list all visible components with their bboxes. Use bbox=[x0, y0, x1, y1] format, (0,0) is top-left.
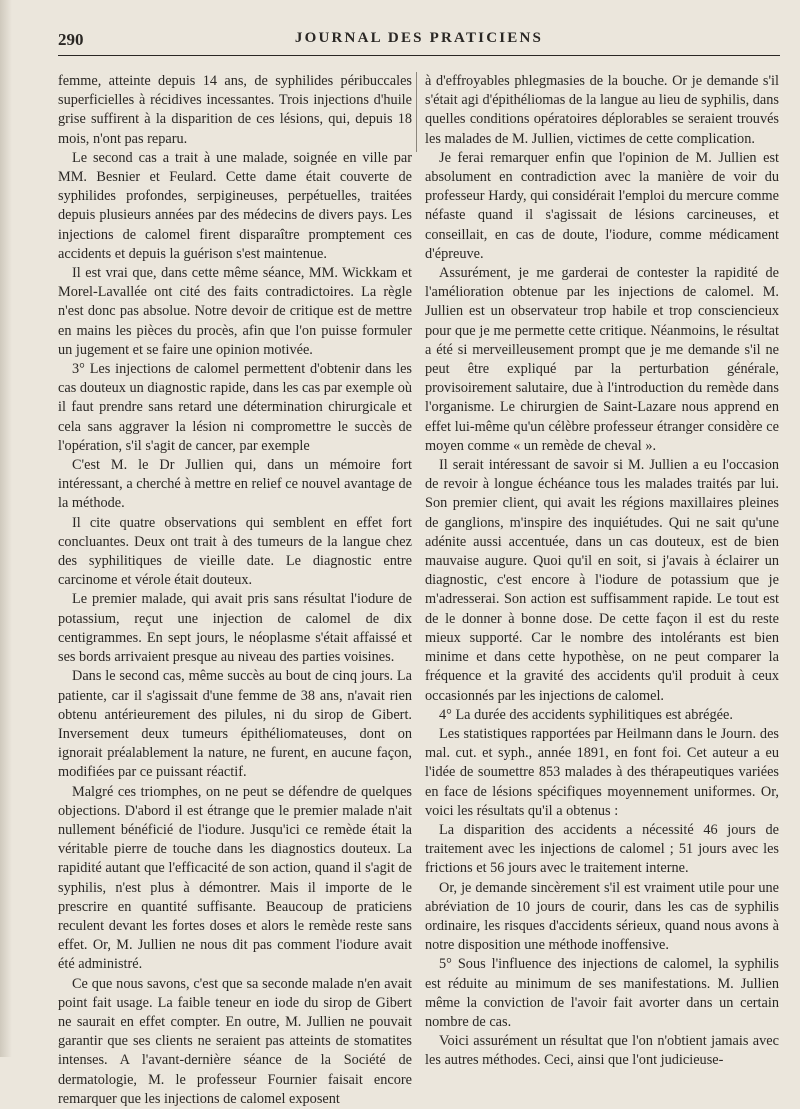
paragraph: 4° La durée des accidents syphilitiques est abrégée. bbox=[439, 706, 733, 723]
page-edge-shadow bbox=[0, 0, 12, 1057]
paragraph: Ce que nous savons, c'est que sa seconde malade n'en avait point fait usage. La faible teneur en iode du sirop de Gibert ne saurait en effet compter. En outre, M. Jullien ne pouvait garantir que ses clients ne seraient pas atteints de stomatites intenses. A l'avant-dernière séance de la Société de dermatologie, M. le professeur Fournier faisait encore remarquer que les injections de calomel exposent bbox=[58, 975, 412, 1107]
paragraph: 3° Les injections de calomel permettent d'obtenir dans les cas douteux un diagnostic rapide, dans les cas par exemple où il faut prendre sans retard une détermination chirurgicale et cela sans aggraver la lésion ni compromettre le succès de l'opération, s'il s'agit de cancer, par exemple bbox=[58, 361, 412, 454]
paragraph: Il cite quatre observations qui semblent en effet fort concluantes. Deux ont trait à des tumeurs de la langue chez des syphilitiques de vieille date. Le diagnostic entre carcinome et vérole était douteux. bbox=[58, 514, 412, 589]
column-divider bbox=[416, 72, 417, 152]
running-title: JOURNAL DES PRATICIENS bbox=[294, 30, 544, 46]
paragraph: Assurément, je me garderai de contester la rapidité de l'amélioration obtenue par les injections de calomel. M. Jullien est un observateur trop habile et trop consciencieux pour que je me permette cette critique. Néanmoins, le résultat a été si merveilleusement prompt que je me demande s'il ne peut être expliqué par la perturbation générale, provisoirement salutaire, due à l'introduction du remède dans l'organisme. Le chirurgien de Saint-Lazare nous apprend en effet lui-même qu'un célèbre professeur étranger considère ce moyen comme « un remède de cheval ». bbox=[425, 265, 779, 454]
paragraph: Dans le second cas, même succès au bout de cinq jours. La patiente, car il s'agissait d'une femme de 38 ans, n'avait rien obtenu antérieurement des pilules, ni du sirop de Gibert. Inversement deux tumeurs épithéliomateuses, dont on ignorait préalablement la nature, ne furent, en aucune façon, modifiées par ce puissant réactif. bbox=[58, 668, 412, 781]
header-rule bbox=[58, 55, 780, 56]
paragraph: Il est vrai que, dans cette même séance, MM. Wickkam et Morel-Lavallée ont cité des faits contradictoires. La règle n'est donc pas absolue. Notre devoir de critique est de mettre en mains les pièces du procès, afin que l'on puisse formuler un jugement et se faire une opinion motivée. bbox=[58, 265, 412, 358]
paragraph: à d'effroyables phlegmasies de la bouche. Or je demande s'il s'était agi d'épithéliomas de la langue au lieu de syphilis, dans quelles conditions opératoires déplorables se seraient trouvés les malades de M. Jullien, victimes de cette complication. bbox=[425, 73, 779, 147]
page-header bbox=[58, 26, 780, 52]
paragraph: Il serait intéressant de savoir si M. Jullien a eu l'occasion de revoir à longue échéance tous les malades traités par lui. Son premier client, qui avait les régions maxillaires pleines de ganglions, m'inspire des inquiétudes. Qui ne sait qu'une adénite aussi accentuée, dans un cas douteux, est de bien mauvaise augure. Quoi qu'il en soit, si j'avais à éclairer un diagnostic, c'est encore à l'iodure de potassium que je m'adresserai. Son action est suffisamment rapide. Le tout est de le donner à bonne dose. De cette façon il est du reste mieux supporté. Car le nombre des intolérants est bien minime et dans cette hypothèse, on ne peut comparer la fréquence et la gravité des accidents qu'il produit à ceux occasionnés par les injections de calomel. bbox=[425, 457, 779, 704]
paragraph: Malgré ces triomphes, on ne peut se défendre de quelques objections. D'abord il est étrange que le premier malade n'ait nullement bénéficié de l'iodure. Jusqu'ici ce remède était la véritable pierre de touche dans les diagnostics douteux. La rapidité autant que l'efficacité de son action, quand il s'agit de syphilis, n'est plus à démontrer. Mais il importe de le prescrire en quantité suffisante. Beaucoup de praticiens reculent devant les fortes doses et alors le remède reste sans effet. Or, M. Jullien ne nous dit pas comment l'iodure avait été administré. bbox=[58, 783, 412, 973]
paragraph: Le premier malade, qui avait pris sans résultat l'iodure de potassium, reçut une injection de calomel de dix centigrammes. En sept jours, le néoplasme s'était affaissé et ses bords arrivaient presque au niveau des parties voisines. bbox=[58, 591, 412, 666]
page-number: 290 bbox=[58, 30, 84, 49]
paragraph: 5° Sous l'influence des injections de calomel, la syphilis est réduite au minimum de ses manifestations. M. Jullien même la conviction de l'avoir fait avorter dans un certain nombre de cas. bbox=[425, 956, 779, 1030]
right-column bbox=[425, 72, 779, 1069]
left-column bbox=[58, 72, 412, 1107]
paragraph: Les statistiques rapportées par Heilmann dans le Journ. des mal. cut. et syph., année 1891, en font foi. Cet auteur a eu l'idée de soumettre 853 malades à des thérapeutiques variées en face de lésions spécifiques moyennement uniformes. Or, voici les résultats qu'il a obtenus : bbox=[425, 725, 779, 819]
paragraph: C'est M. le Dr Jullien qui, dans un mémoire fort intéressant, a cherché à mettre en relief ce nouvel avantage de la méthode. bbox=[58, 457, 412, 512]
paragraph: femme, atteinte depuis 14 ans, de syphilides péribuccales superficielles à récidives incessantes. Trois injections d'huile grise suffirent à la disparition de ces lésions, qui, depuis 18 mois, n'ont pas reparu. bbox=[58, 73, 412, 147]
paragraph: Voici assurément un résultat que l'on n'obtient jamais avec les autres méthodes. Ceci, ainsi que l'ont judicieuse- bbox=[425, 1033, 779, 1069]
paragraph: Je ferai remarquer enfin que l'opinion de M. Jullien est absolument en contradiction avec la manière de voir du professeur Hardy, qui considérait l'emploi du mercure comme néfaste quand il s'agissait de lésions carcineuses, et conseillait, en cas de doute, l'iodure, comme médicament d'épreuve. bbox=[425, 149, 779, 262]
paragraph: Le second cas a trait à une malade, soignée en ville par MM. Besnier et Feulard. Cette dame était couverte de syphilides profondes, serpigineuses, perpétuelles, traitées depuis plusieurs années par des médecins de divers pays. Les injections de calomel firent disparaître promptement ces accidents et depuis la guérison s'est maintenue. bbox=[58, 149, 412, 262]
paragraph: Or, je demande sincèrement s'il est vraiment utile pour une abréviation de 10 jours de courir, dans les cas de syphilis ordinaire, les risques d'accidents sérieux, quand nous avons à notre disposition une méthode inoffensive. bbox=[425, 879, 779, 954]
paragraph: La disparition des accidents a nécessité 46 jours de traitement avec les injections de calomel ; 51 jours avec les frictions et 56 jours avec le traitement interne. bbox=[425, 821, 779, 877]
